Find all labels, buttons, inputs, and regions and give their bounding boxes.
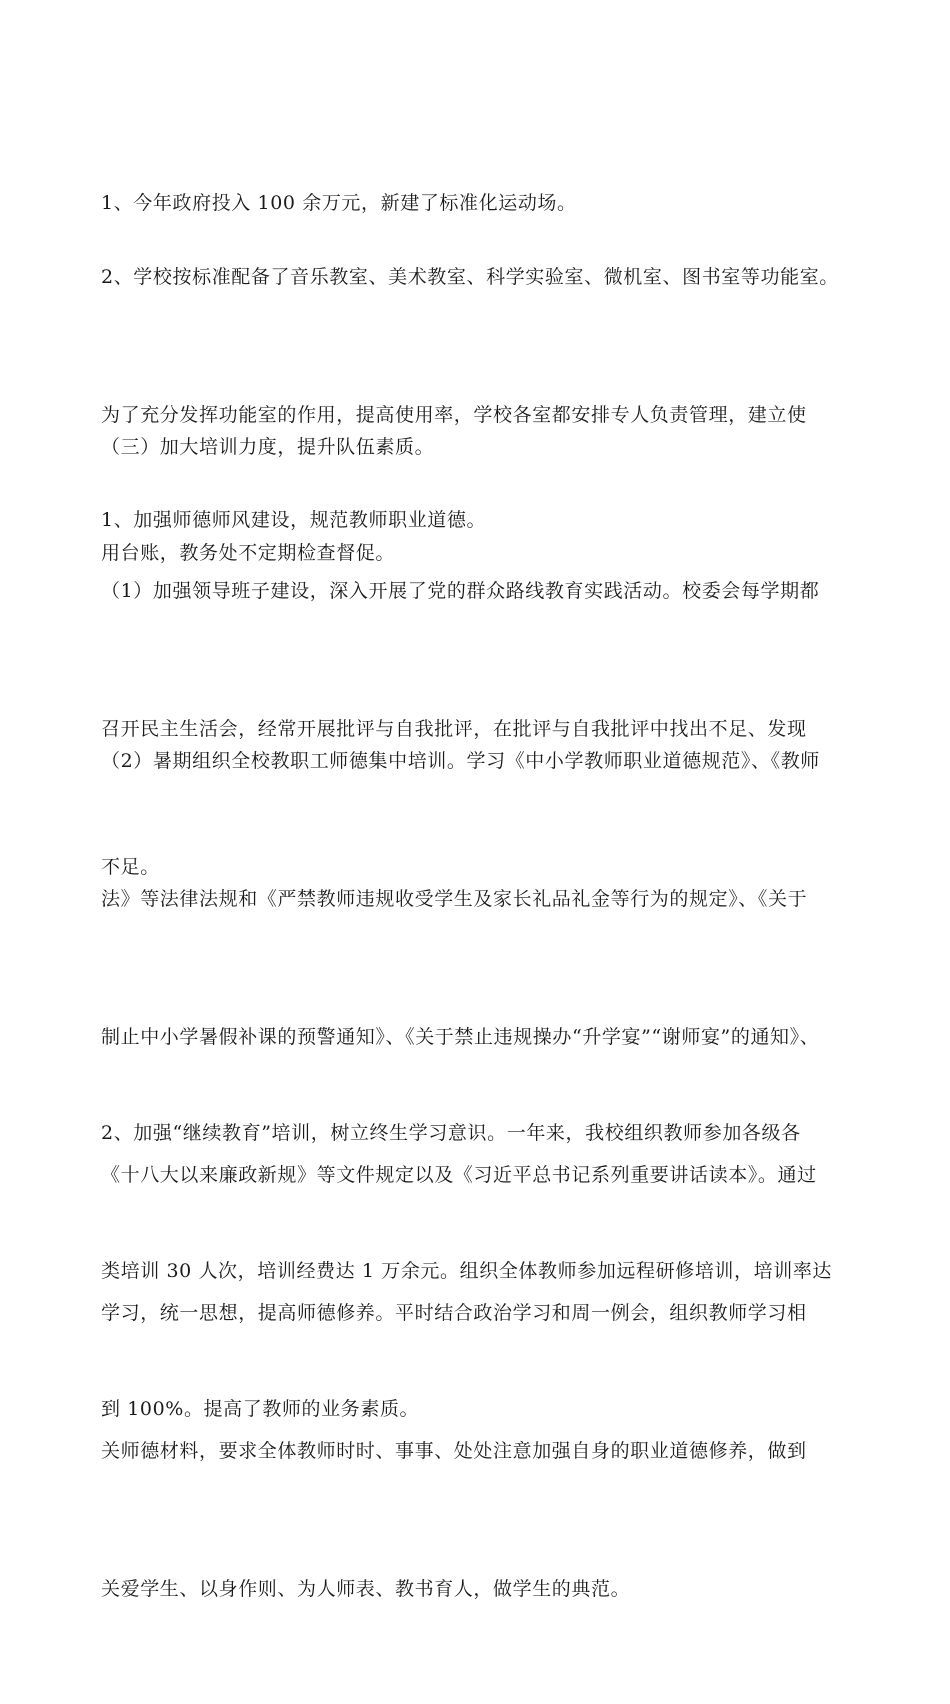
text-line: 用台账，教务处不定期检查督促。 (101, 542, 396, 564)
text-line: 类培训 30 人次，培训经费达 1 万余元。组织全体教师参加远程研修培训，培训率达 (101, 1260, 833, 1282)
text-line: 不足。 (101, 856, 160, 878)
text-line: （三）加大培训力度，提升队伍素质。 (101, 436, 435, 458)
text-line: 《十八大以来廉政新规》等文件规定以及《习近平总书记系列重要讲话读本》。通过 (101, 1164, 817, 1186)
text-line: （2）暑期组织全校教职工师德集中培训。学习《中小学教师职业道德规范》、《教师 (101, 750, 820, 772)
text-line: 法》等法律法规和《严禁教师违规收受学生及家长礼品礼金等行为的规定》、《关于 (101, 888, 808, 910)
text-line: 2、学校按标准配备了音乐教室、美术教室、科学实验室、微机室、图书室等功能室。 (101, 266, 839, 288)
text-line: 1、加强师德师风建设，规范教师职业道德。 (101, 509, 487, 531)
text-line: 召开民主生活会，经常开展批评与自我批评，在批评与自我批评中找出不足、发现 (101, 718, 807, 740)
text-line: 1、今年政府投入 100 余万元，新建了标准化运动场。 (101, 192, 577, 214)
text-line: 学习，统一思想，提高师德修养。平时结合政治学习和周一例会，组织教师学习相 (101, 1302, 807, 1324)
text-line: 2、加强“继续教育”培训，树立终生学习意识。一年来，我校组织教师参加各级各 (101, 1122, 801, 1144)
paragraph-6 (101, 1018, 859, 1524)
text-line: 到 100%。提高了教师的业务素质。 (101, 1398, 420, 1420)
text-line: 为了充分发挥功能室的作用，提高使用率，学校各室都安排专人负责管理，建立使 (101, 404, 807, 426)
text-line: 关爱学生、以身作则、为人师表、教书育人，做学生的典范。 (101, 1578, 631, 1600)
text-line: （1）加强领导班子建设，深入开展了党的群众路线教育实践活动。校委会每学期都 (101, 580, 820, 602)
text-line: 关师德材料，要求全体教师时时、事事、处处注意加强自身的职业道德修养，做到 (101, 1440, 807, 1462)
text-line: 制止中小学暑假补课的预警通知》、《关于禁止违规操办“升学宴”“谢师宴”的通知》、 (101, 1026, 820, 1048)
